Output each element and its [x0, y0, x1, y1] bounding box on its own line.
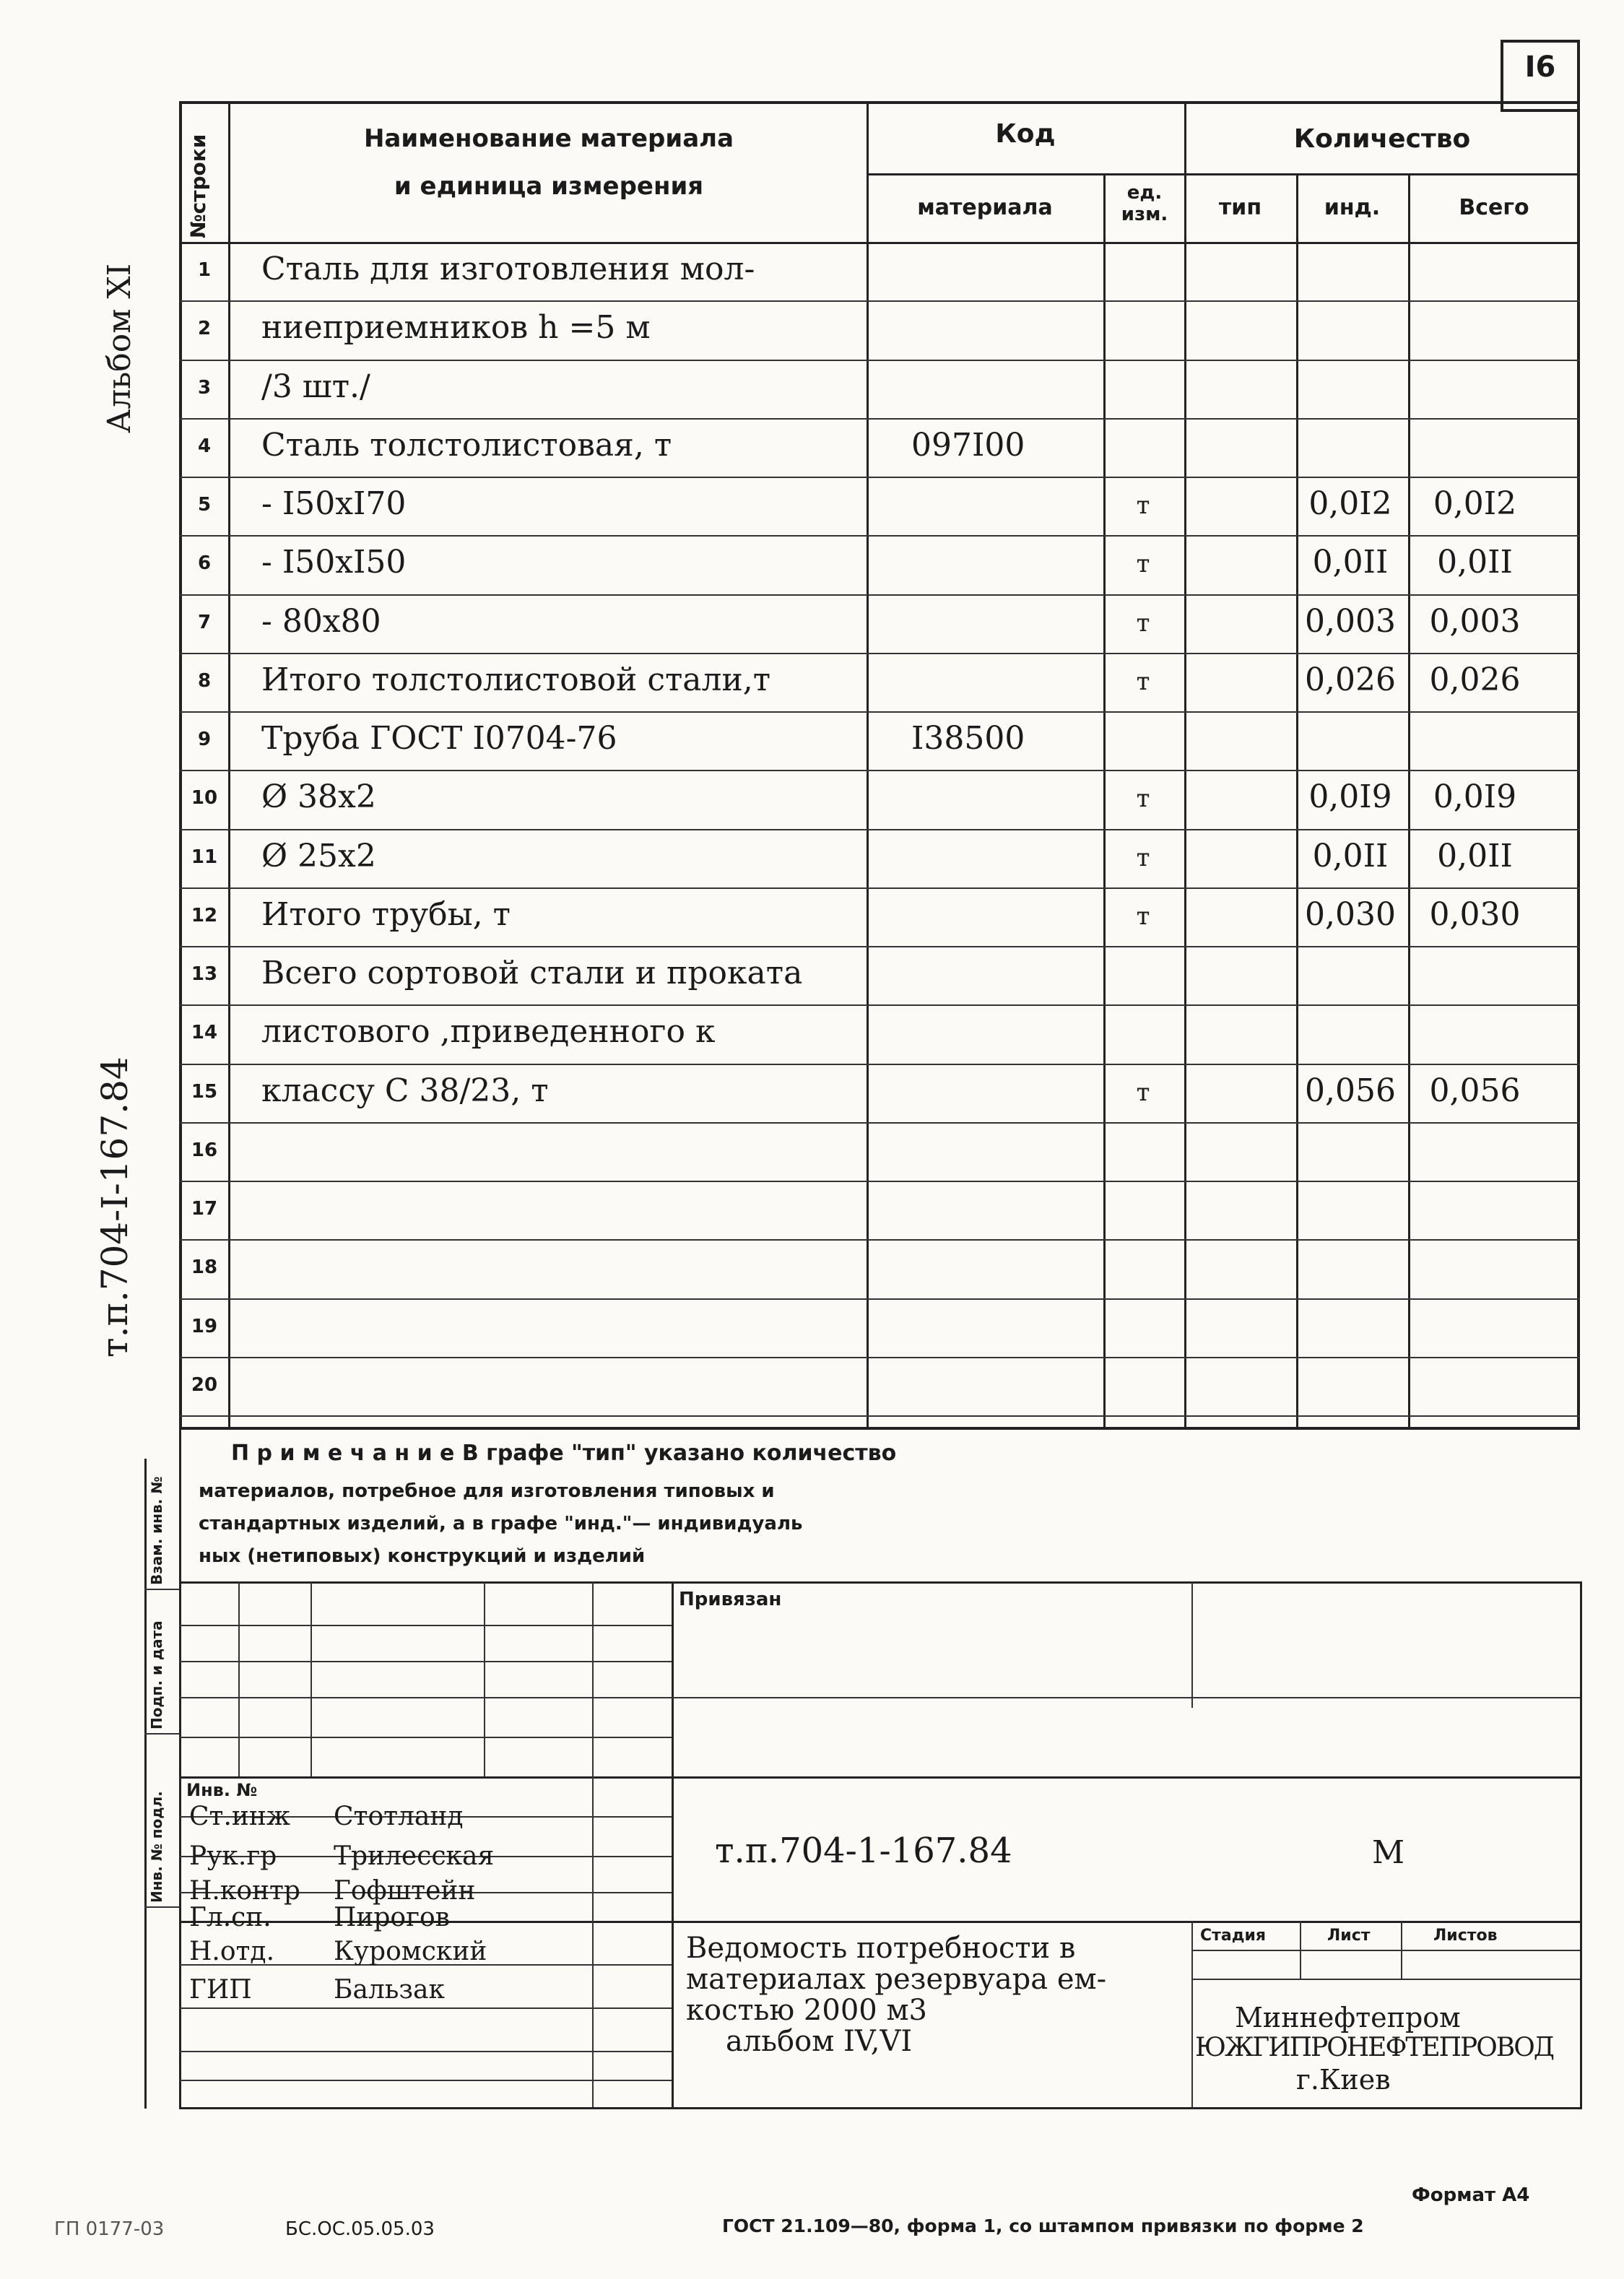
row-number: 16	[191, 1140, 218, 1161]
unit-of-measure: т	[1136, 491, 1150, 520]
title-block-line	[1191, 1979, 1580, 1980]
material-code: I38500	[911, 720, 1025, 757]
signatory-role: Рук.гр	[189, 1841, 277, 1871]
quantity-individual: 0,0I2	[1308, 485, 1392, 522]
quantity-total: 0,003	[1429, 603, 1521, 640]
material-name: Труба ГОСТ I0704-76	[261, 720, 617, 757]
title-block-right-border	[1580, 1581, 1582, 2109]
header-code: Код	[995, 119, 1056, 149]
header-qty-total: Всего	[1459, 195, 1529, 220]
title-block-col	[1191, 1921, 1193, 2107]
sheet-number: I6	[1524, 51, 1556, 84]
organization-institute: ЮЖГИПРОНЕФТЕПРОВОД	[1195, 2033, 1553, 2062]
row-number: 8	[197, 670, 212, 692]
document-letter: М	[1372, 1834, 1405, 1871]
header-row-number: №строки	[186, 134, 210, 238]
title-block-col	[311, 1581, 312, 1776]
header-code-material: материала	[917, 195, 1053, 220]
row-number: 15	[191, 1081, 218, 1103]
unit-of-measure: т	[1136, 550, 1150, 578]
inventory-number-label: Инв. №	[186, 1780, 258, 1800]
row-number: 12	[191, 905, 218, 926]
unit-of-measure: т	[1136, 902, 1150, 931]
unit-of-measure: т	[1136, 843, 1150, 872]
title-block-top	[179, 1581, 1580, 1584]
row-number: 5	[197, 494, 212, 516]
row-number: 11	[191, 846, 218, 868]
unit-of-measure: т	[1136, 609, 1150, 638]
quantity-total: 0,0II	[1437, 838, 1513, 874]
table-row-line	[179, 535, 1580, 537]
title-block-left-border	[179, 1430, 181, 2109]
material-code: 097I00	[911, 427, 1025, 464]
row-number: 6	[197, 552, 212, 574]
row-number: 4	[197, 435, 212, 457]
material-name: - I50xI50	[261, 544, 407, 581]
privyazan-label: Привязан	[679, 1589, 782, 1610]
quantity-total: 0,0II	[1437, 544, 1513, 581]
table-row-line	[179, 1064, 1580, 1065]
signatory-name: Гофштейн	[334, 1876, 476, 1906]
title-block-divider	[672, 1581, 674, 2109]
signatory-role: Н.контр	[189, 1876, 300, 1906]
material-name: - I50xI70	[261, 485, 407, 522]
row-number: 7	[197, 612, 212, 633]
row-number: 20	[191, 1374, 218, 1396]
quantity-total: 0,026	[1429, 661, 1521, 698]
quantity-total: 0,056	[1429, 1072, 1521, 1109]
material-name: Всего сортовой стали и проката	[261, 955, 803, 991]
signatory-name: Пирогов	[334, 1903, 450, 1932]
sheet-label: Лист	[1327, 1927, 1371, 1945]
left-stamp-inv-orig: Инв. № подл.	[148, 1791, 165, 1903]
unit-of-measure: т	[1136, 1078, 1150, 1107]
stage-label: Стадия	[1200, 1927, 1267, 1945]
quantity-individual: 0,0II	[1312, 838, 1389, 874]
header-qty-type: тип	[1218, 195, 1262, 220]
material-name: - 80x80	[261, 603, 381, 640]
quantity-individual: 0,026	[1305, 661, 1396, 698]
title-block-line	[179, 1697, 1580, 1698]
title-block-line	[179, 2007, 672, 2009]
material-name: /3 шт./	[261, 368, 370, 405]
table-row-line	[179, 360, 1580, 361]
material-name: Итого толстолистовой стали,т	[261, 661, 771, 698]
table-row-line	[179, 711, 1580, 713]
title-block-line	[179, 1737, 672, 1738]
signatory-role: Гл.сп.	[189, 1903, 272, 1932]
unit-of-measure: т	[1136, 784, 1150, 813]
note-line-4: ных (нетиповых) конструкций и изделий	[199, 1545, 646, 1567]
table-row-line	[179, 829, 1580, 830]
material-name: Ø 38x2	[261, 778, 376, 815]
title-block-line	[179, 1776, 1580, 1779]
organization-city: г.Киев	[1296, 2064, 1391, 2096]
left-stamp-line	[144, 1733, 179, 1735]
side-document-code: т.п.704-I-167.84	[94, 1056, 136, 1358]
row-number: 10	[191, 787, 218, 809]
material-name: Сталь для изготовления мол-	[261, 251, 755, 287]
signatory-role: ГИП	[189, 1975, 252, 2005]
row-number: 1	[197, 259, 212, 281]
material-name: классу С 38/23, т	[261, 1072, 549, 1109]
signatory-name: Куромский	[334, 1937, 487, 1966]
title-line-4: альбом IV,VI	[726, 2025, 913, 2058]
title-block-line	[179, 1661, 672, 1662]
material-name: листового ,приведенного к	[261, 1013, 716, 1050]
table-row-line	[179, 1415, 1580, 1417]
title-block-col	[238, 1581, 240, 1776]
row-number: 17	[191, 1198, 218, 1220]
footer-code-1: ГП 0177-03	[54, 2218, 165, 2240]
quantity-individual: 0,030	[1305, 896, 1396, 933]
signatory-role: Н.отд.	[189, 1937, 275, 1966]
header-subline	[867, 173, 1580, 175]
signatory-name: Бальзак	[334, 1975, 445, 2005]
table-row-line	[179, 653, 1580, 654]
title-block-line	[179, 1625, 672, 1626]
quantity-individual: 0,056	[1305, 1072, 1396, 1109]
left-stamp-vzam: Взам. инв. №	[148, 1476, 165, 1585]
table-row-line	[179, 300, 1580, 302]
table-row-line	[179, 594, 1580, 596]
table-row-line	[179, 946, 1580, 947]
table-row-line	[179, 1239, 1580, 1241]
header-quantity: Количество	[1293, 124, 1471, 154]
table-row-line	[179, 1298, 1580, 1300]
row-number: 3	[197, 377, 212, 399]
title-block-line	[179, 2080, 672, 2081]
document-code: т.п.704-1-167.84	[715, 1831, 1012, 1871]
quantity-individual: 0,0I9	[1308, 778, 1392, 815]
quantity-individual: 0,003	[1305, 603, 1396, 640]
footer-code-2: БС.ОС.05.05.03	[285, 2218, 435, 2240]
quantity-total: 0,0I9	[1433, 778, 1517, 815]
row-number: 18	[191, 1256, 218, 1278]
material-name: Итого трубы, т	[261, 896, 511, 933]
row-number: 9	[197, 729, 212, 750]
format-label: Формат А4	[1412, 2184, 1530, 2206]
left-stamp-line	[144, 1589, 179, 1590]
title-block-line	[179, 2051, 672, 2052]
material-name: Ø 25x2	[261, 838, 376, 874]
table-row-line	[179, 477, 1580, 478]
header-material-unit: и единица измерения	[394, 172, 704, 201]
unit-of-measure: т	[1136, 667, 1150, 696]
album-label: Альбом XI	[101, 263, 138, 433]
table-row-line	[179, 1181, 1580, 1182]
material-name: Сталь толстолистовая, т	[261, 427, 672, 464]
row-number: 2	[197, 318, 212, 339]
title-block-bottom	[179, 2107, 1582, 2109]
table-row-line	[179, 1357, 1580, 1358]
title-block-col	[592, 1581, 594, 2107]
signatory-name: Стотланд	[334, 1802, 464, 1831]
header-material-name: Наименование материала	[363, 124, 734, 153]
table-row-line	[179, 418, 1580, 420]
title-line-2: материалах резервуара ем-	[686, 1963, 1107, 1996]
quantity-total: 0,030	[1429, 896, 1521, 933]
table-row-line	[179, 770, 1580, 771]
title-block-col	[1191, 1581, 1193, 1708]
table-row-line	[179, 1122, 1580, 1124]
title-block-col	[484, 1581, 485, 1776]
left-stamp-border	[144, 1459, 147, 2109]
left-stamp-line	[144, 1906, 179, 1908]
footer-gost: ГОСТ 21.109—80, форма 1, со штампом привязки по форме 2	[722, 2215, 1364, 2236]
signatory-name: Трилесская	[334, 1841, 495, 1871]
header-code-unit: ед. изм.	[1121, 182, 1168, 225]
row-number: 13	[191, 963, 218, 985]
header-bottom-line	[179, 242, 1580, 244]
sheets-label: Листов	[1433, 1927, 1498, 1945]
quantity-individual: 0,0II	[1312, 544, 1389, 581]
title-block-line	[1191, 1950, 1580, 1951]
row-number: 19	[191, 1316, 218, 1337]
table-row-line	[179, 1004, 1580, 1006]
title-line-1: Ведомость потребности в	[686, 1932, 1076, 1965]
organization-ministry: Миннефтепром	[1235, 2002, 1461, 2033]
quantity-total: 0,0I2	[1433, 485, 1517, 522]
row-number: 14	[191, 1022, 218, 1043]
table-row-line	[179, 887, 1580, 889]
material-name: ниеприемников h =5 м	[261, 309, 651, 346]
left-stamp-sign-date: Подп. и дата	[148, 1620, 165, 1729]
signatory-role: Ст.инж	[189, 1802, 291, 1831]
title-line-3: костью 2000 м3	[686, 1994, 928, 2027]
note-line-2: материалов, потребное для изготовления типовых и	[199, 1480, 775, 1502]
note-line-1: П р и м е ч а н и е В графе "тип" указано количество	[231, 1441, 897, 1466]
header-qty-ind: инд.	[1324, 195, 1381, 220]
note-line-3: стандартных изделий, а в графе "инд."— индивидуаль	[199, 1513, 803, 1534]
